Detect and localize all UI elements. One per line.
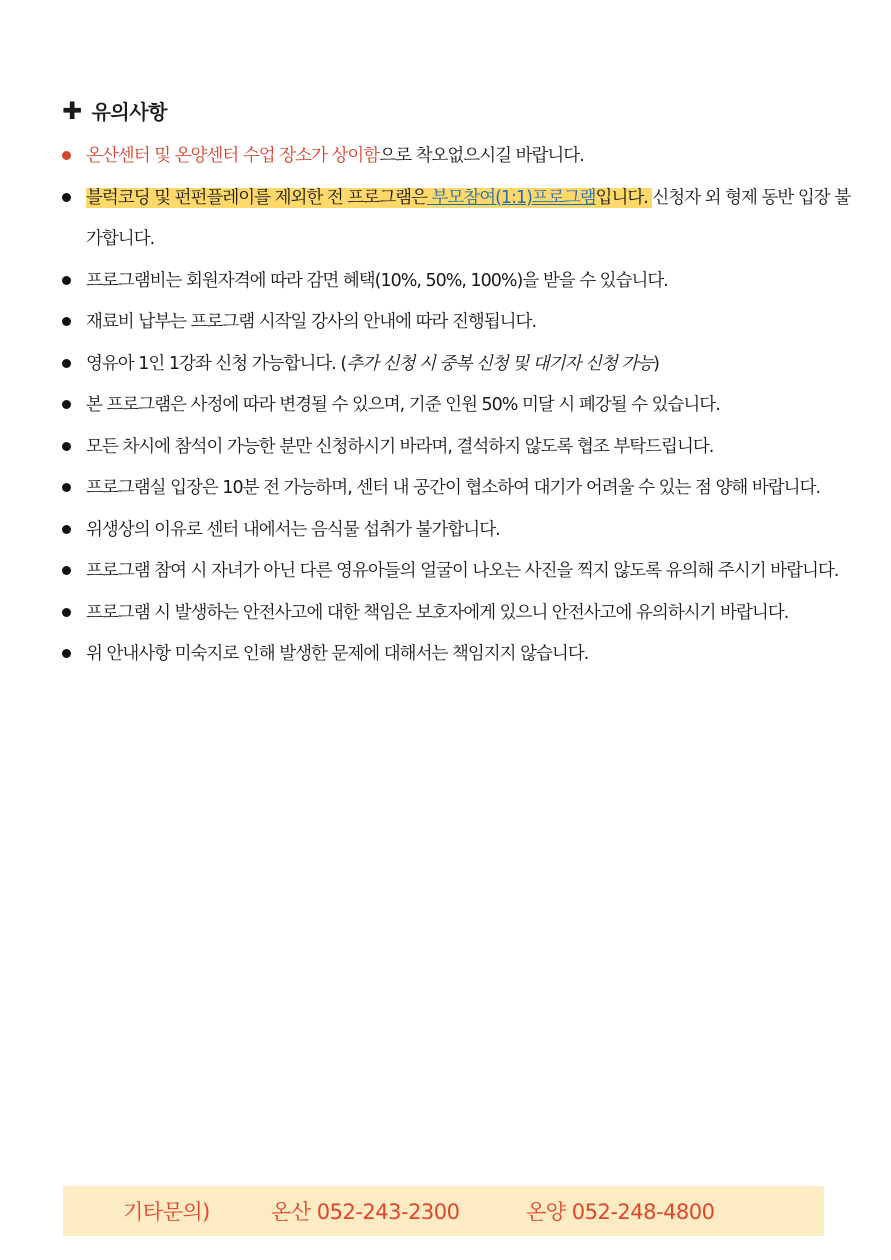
section-title-text: 유의사항 [91,100,167,124]
contact-label: 기타문의) [123,1200,210,1224]
notice-item [62,427,862,469]
plus-icon: ✚ [62,96,82,125]
notice-list [62,136,862,676]
onsan-phone[interactable]: 온산 052-243-2300 [271,1200,460,1224]
notice-text: 프로그램 시 발생하는 안전사고에 대한 책임은 보호자에게 있으니 안전사고에 유의하시기 바랍니다. [86,602,789,623]
notice-text: 본 프로그램은 사정에 따라 변경될 수 있으며, 기준 인원 50% 미달 시 폐강될 수 있습니다. [86,395,720,415]
notice-text: 신청자 외 형제 동반 입장 불가합니다. [86,187,851,249]
onyang-phone[interactable]: 온양 052-248-4800 [526,1200,715,1224]
notice-item: 영유아 1인 1강좌 신청 가능합니다. (추가 신청 시 중복 신청 및 대기자 신청 가능) [62,344,862,386]
bullet-icon [62,525,71,534]
notice-item [62,178,862,261]
notice-item [62,261,862,303]
notice-text: 프로그램비는 회원자격에 따라 감면 혜택(10%, 50%, 100%)을 받을 수 있습니다. [86,270,668,291]
notice-text: 위 안내사항 미숙지로 인해 발생한 문제에 대해서는 책임지지 않습니다. [86,644,589,664]
notice-text: 프로그램실 입장은 10분 전 가능하며, 센터 내 공간이 협소하여 대기가 어려울 수 있는 점 양해 바랍니다. [86,478,821,498]
notice-item [62,468,862,510]
notice-text: 으로 착오없으시길 바랍니다. [379,146,584,166]
notice-item [62,136,862,178]
section-title [62,96,167,125]
bullet-icon [62,566,71,575]
bullet-icon [62,193,71,202]
bullet-icon [62,276,71,285]
notice-text: 모든 차시에 참석이 가능한 분만 신청하시기 바라며, 결석하지 않도록 협조 부탁드립니다. [86,436,714,457]
bullet-icon [62,608,71,617]
notice-text: 재료비 납부는 프로그램 시작일 강사의 안내에 따라 진행됩니다. [86,312,537,332]
notice-item [62,593,862,635]
contact-footer [63,1186,824,1236]
bullet-icon [62,400,71,409]
bullet-icon [62,317,71,326]
notice-item [62,634,862,676]
parent-program-link[interactable]: 부모참여(1:1)프로그램 [426,187,596,208]
notice-text: 위생상의 이유로 센터 내에서는 음식물 섭취가 불가합니다. [86,519,500,540]
notice-item [62,510,862,552]
bullet-icon [62,442,71,451]
bullet-icon [62,483,71,492]
notice-item [62,551,862,593]
notice-italic: 추가 신청 시 중복 신청 및 대기자 신청 가능 [346,353,654,374]
bullet-icon [62,649,71,658]
bullet-icon [62,359,71,368]
notice-emphasis: 온산센터 및 온양센터 수업 장소가 상이함 [86,146,380,166]
notice-item [62,385,862,427]
notice-text: 영유아 1인 1강좌 신청 가능합니다. ( [86,353,347,374]
bullet-icon [62,151,71,160]
notice-text: 프로그램 참여 시 자녀가 아닌 다른 영유아들의 얼굴이 나오는 사진을 찍지 않도록 유의해 주시기 바랍니다. [86,561,839,581]
notice-highlight: 블럭코딩 및 펀펀플레이를 제외한 전 프로그램은 부모참여(1:1)프로그램입니다. [86,187,653,208]
notice-item [62,302,862,344]
